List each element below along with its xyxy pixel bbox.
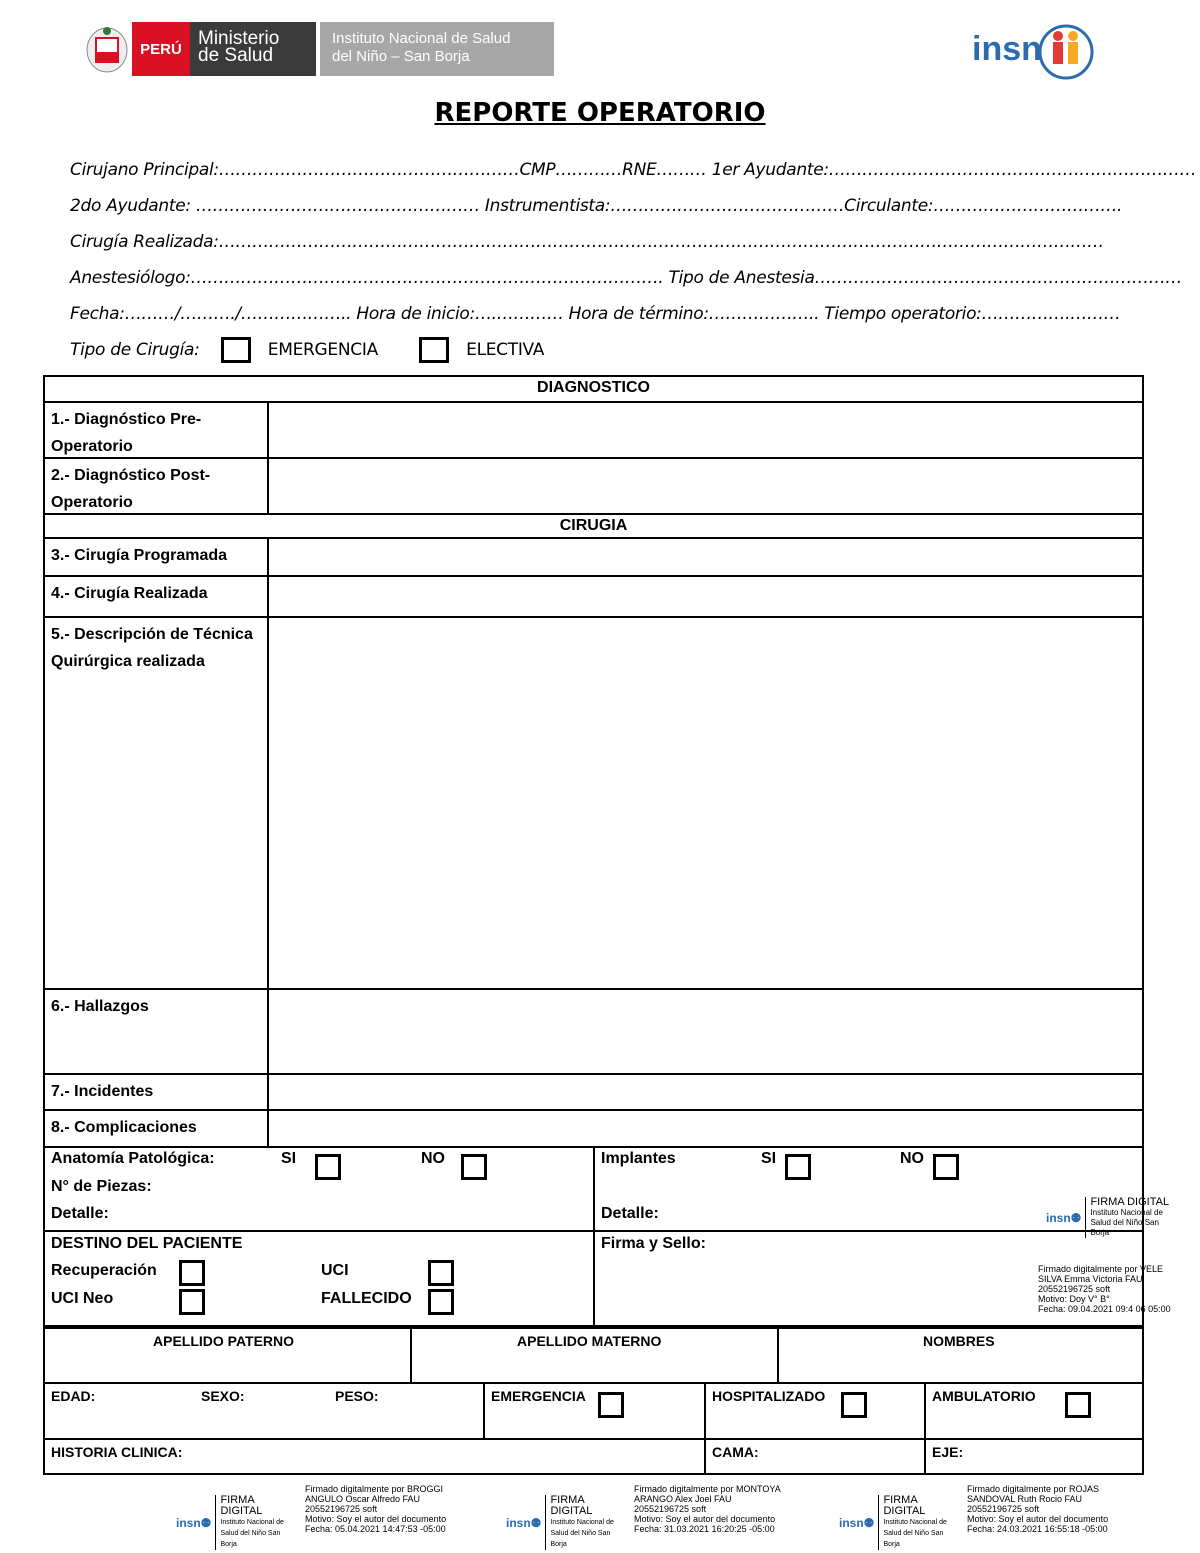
electiva-checkbox[interactable]	[419, 337, 449, 363]
eje-label: EJE:	[932, 1444, 964, 1460]
sig3-line: Motivo: Soy el autor del documento	[967, 1514, 1109, 1524]
firma-sello-label: Firma y Sello:	[601, 1235, 706, 1252]
ambulatorio-checkbox[interactable]	[1065, 1392, 1091, 1418]
fallecido-label: FALLECIDO	[321, 1290, 412, 1307]
nombres-label: NOMBRES	[923, 1333, 995, 1349]
instituto-line1: Instituto Nacional de Salud	[332, 30, 511, 47]
uci-neo-checkbox[interactable]	[179, 1289, 205, 1315]
surgery-table	[43, 375, 1144, 1327]
emergencia-label: EMERGENCIA	[267, 340, 378, 360]
uci-checkbox[interactable]	[428, 1260, 454, 1286]
firma-digital-stamp-3	[839, 1495, 949, 1550]
uci-neo-label: UCI Neo	[51, 1290, 114, 1307]
fallecido-checkbox[interactable]	[428, 1289, 454, 1315]
hallazgos-label: 6.- Hallazgos	[45, 990, 269, 1073]
descripcion-field[interactable]	[269, 618, 1142, 988]
firma-digital-block	[1085, 1197, 1174, 1238]
cama-label: CAMA:	[712, 1444, 759, 1460]
cirugia-header: CIRUGIA	[45, 515, 1142, 539]
firma-digital-label: FIRMA DIGITAL	[883, 1494, 926, 1517]
diagnostico-post-label: 2.- Diagnóstico Post-Operatorio	[45, 459, 269, 513]
destino-row	[45, 1232, 1142, 1327]
ministerio-brand	[82, 22, 554, 76]
sig3-line: 20552196725 soft	[967, 1504, 1040, 1514]
signature-3	[967, 1484, 1108, 1534]
cirugia-realizada-row	[45, 577, 1142, 618]
firma-digital-label: FIRMA DIGITAL	[1090, 1196, 1170, 1208]
firma-digital-label: FIRMA DIGITAL	[220, 1494, 263, 1517]
implantes-no-label: NO	[900, 1150, 924, 1167]
patient-info-row	[45, 1384, 1142, 1440]
sig2-line: ARANGO Alex Joel FAU	[634, 1494, 732, 1504]
sig2-line: Firmado digitalmente por MONTOYA	[634, 1484, 781, 1494]
firma-digital-stamp-2	[506, 1495, 616, 1550]
hospitalizado-checkbox[interactable]	[841, 1392, 867, 1418]
sig3-line: SANDOVAL Ruth Rocio FAU	[967, 1494, 1083, 1504]
firma-digital-label: FIRMA DIGITAL	[550, 1494, 593, 1517]
ambulatorio-label: AMBULATORIO	[932, 1388, 1036, 1404]
signature-2	[634, 1484, 781, 1534]
diagnostico-header: DIAGNOSTICO	[45, 377, 1142, 403]
cirugia-programada-field[interactable]	[269, 539, 1142, 575]
recuperacion-checkbox[interactable]	[179, 1260, 205, 1286]
sig1-line: Fecha: 05.04.2021 14:47:53 -05:00	[305, 1524, 446, 1534]
descripcion-label: 5.- Descripción de Técnica Quirúrgica realizada	[45, 618, 269, 988]
anatomia-no-label: NO	[421, 1150, 445, 1167]
sig1-line: Firmado digitalmente por BROGGI	[305, 1484, 444, 1494]
sig-right-line: SILVA Emma Victoria FAU	[1038, 1274, 1143, 1284]
ministerio-line2: de Salud	[198, 45, 274, 66]
insn-mini-icon: insn⚉	[506, 1515, 542, 1530]
children-icon	[1038, 22, 1094, 82]
patient-name-row	[45, 1329, 1142, 1384]
implantes-label: Implantes	[601, 1150, 676, 1167]
diagnostico-post-row	[45, 459, 1142, 515]
sig1-line: ANGULO Oscar Alfredo FAU	[305, 1494, 421, 1504]
patologia-row	[45, 1148, 1142, 1232]
firma-digital-block	[545, 1495, 616, 1550]
complicaciones-row	[45, 1111, 1142, 1148]
patient-table	[43, 1327, 1144, 1475]
sexo-label: SEXO:	[201, 1388, 245, 1404]
sig3-line: Fecha: 24.03.2021 16:55:18 -05:00	[967, 1524, 1108, 1534]
cirugia-programada-label: 3.- Cirugía Programada	[45, 539, 269, 575]
sig1-line: 20552196725 soft	[305, 1504, 378, 1514]
emergencia-checkbox[interactable]	[221, 337, 251, 363]
sig-right-line: Motivo: Doy V° B°	[1038, 1294, 1110, 1304]
patologia-detalle-label: Detalle:	[51, 1205, 109, 1222]
insn-mini-icon: insn⚉	[839, 1515, 875, 1530]
hospitalizado-label: HOSPITALIZADO	[712, 1388, 826, 1404]
anatomia-si-checkbox[interactable]	[315, 1154, 341, 1180]
incidentes-label: 7.- Incidentes	[45, 1075, 269, 1109]
peru-label: PERÚ	[132, 22, 190, 76]
signature-right	[1038, 1264, 1171, 1314]
implantes-no-checkbox[interactable]	[933, 1154, 959, 1180]
sig-right-line: Fecha: 09.04.2021 09:4 06 05:00	[1038, 1304, 1171, 1314]
diagnostico-pre-label: 1.- Diagnóstico Pre-Operatorio	[45, 403, 269, 457]
firma-digital-block	[878, 1495, 949, 1550]
hallazgos-field[interactable]	[269, 990, 1142, 1073]
incidentes-row	[45, 1075, 1142, 1111]
firma-digital-block	[215, 1495, 286, 1550]
apellido-paterno-label: APELLIDO PATERNO	[153, 1333, 295, 1349]
insn-mini-icon: insn⚉	[176, 1515, 212, 1530]
form-line-cirujano: Cirujano Principal:………………………………………………CMP…………RNE……… 1er Ayudante:…………………………………………………………	[70, 160, 1197, 180]
firma-inst-label: Instituto Nacional de Salud del Niño San Borja	[883, 1519, 947, 1548]
anatomia-no-checkbox[interactable]	[461, 1154, 487, 1180]
form-line-anestesiologo: Anestesiólogo:…………………………………………………………………………. Tipo de Anestesia…………………………………………………………	[70, 268, 1182, 288]
signature-1	[305, 1484, 446, 1534]
peso-label: PESO:	[335, 1388, 379, 1404]
ministerio-line1: Ministerio	[198, 28, 280, 49]
edad-label: EDAD:	[51, 1388, 96, 1404]
form-line-ayudante: 2do Ayudante: …………………………………………… Instrumentista:……………………………………Circulante:…………………………….	[70, 196, 1123, 216]
ministerio-label	[190, 22, 316, 76]
anatomia-si-label: SI	[281, 1150, 297, 1167]
incidentes-field[interactable]	[269, 1075, 1142, 1109]
apellido-materno-label: APELLIDO MATERNO	[517, 1333, 662, 1349]
electiva-label: ELECTIVA	[466, 340, 545, 360]
complicaciones-label: 8.- Complicaciones	[45, 1111, 269, 1146]
instituto-label	[320, 22, 554, 76]
diagnostico-pre-row	[45, 403, 1142, 459]
implantes-detalle-label: Detalle:	[601, 1205, 659, 1222]
implantes-si-checkbox[interactable]	[785, 1154, 811, 1180]
insn-logo	[968, 20, 1098, 86]
anatomia-label: Anatomía Patológica:	[51, 1150, 215, 1167]
sig1-line: Motivo: Soy el autor del documento	[305, 1514, 447, 1524]
uci-label: UCI	[321, 1262, 349, 1279]
firma-inst-label: Instituto Nacional de Salud del Niño San Borja	[220, 1519, 284, 1548]
sig-right-line: 20552196725 soft	[1038, 1284, 1111, 1294]
historia-clinica-label: HISTORIA CLINICA:	[51, 1444, 183, 1460]
historia-row	[45, 1440, 1142, 1475]
firma-inst-label: Instituto Nacional de Salud del Niño San Borja	[550, 1519, 614, 1548]
sig2-line: Motivo: Soy el autor del documento	[634, 1514, 776, 1524]
form-line-cirugia: Cirugía Realizada:……………………………………………………………………………………………………………………………………………	[70, 232, 1104, 252]
page-title: REPORTE OPERATORIO	[434, 98, 766, 128]
peru-coat-of-arms-icon	[82, 22, 132, 76]
firma-digital-stamp-right	[1046, 1197, 1174, 1238]
cirugia-realizada-field[interactable]	[269, 577, 1142, 616]
insn-logo-text: insn	[972, 30, 1042, 68]
destino-title: DESTINO DEL PACIENTE	[51, 1235, 243, 1252]
cirugia-realizada-label: 4.- Cirugía Realizada	[45, 577, 269, 616]
recuperacion-label: Recuperación	[51, 1262, 157, 1279]
sig3-line: Firmado digitalmente por ROJAS	[967, 1484, 1100, 1494]
firma-inst-label: Instituto Nacional de Salud del Niño San Borja	[1090, 1208, 1163, 1237]
tipo-cirugia-label: Tipo de Cirugía:	[70, 340, 200, 360]
firma-digital-stamp-1	[176, 1495, 286, 1550]
cirugia-programada-row	[45, 539, 1142, 577]
sig2-line: Fecha: 31.03.2021 16:20:25 -05:00	[634, 1524, 775, 1534]
sig2-line: 20552196725 soft	[634, 1504, 707, 1514]
hallazgos-row	[45, 990, 1142, 1075]
piezas-label: N° de Piezas:	[51, 1178, 152, 1195]
form-line-fecha: Fecha:………/………./……………….. Hora de inicio:….………… Hora de término:……………….. Tiempo operatorio:…………….………	[70, 304, 1121, 324]
paciente-emergencia-checkbox[interactable]	[598, 1392, 624, 1418]
descripcion-row	[45, 618, 1142, 990]
diagnostico-pre-field[interactable]	[269, 403, 1142, 457]
insn-mini-icon: insn⚉	[1046, 1210, 1082, 1225]
tipo-cirugia	[70, 337, 544, 363]
implantes-si-label: SI	[761, 1150, 777, 1167]
instituto-line2: del Niño – San Borja	[332, 48, 470, 65]
paciente-emergencia-label: EMERGENCIA	[491, 1388, 586, 1404]
complicaciones-field[interactable]	[269, 1111, 1142, 1146]
diagnostico-post-field[interactable]	[269, 459, 1142, 513]
sig-right-line: Firmado digitalmente por VELE	[1038, 1264, 1164, 1274]
